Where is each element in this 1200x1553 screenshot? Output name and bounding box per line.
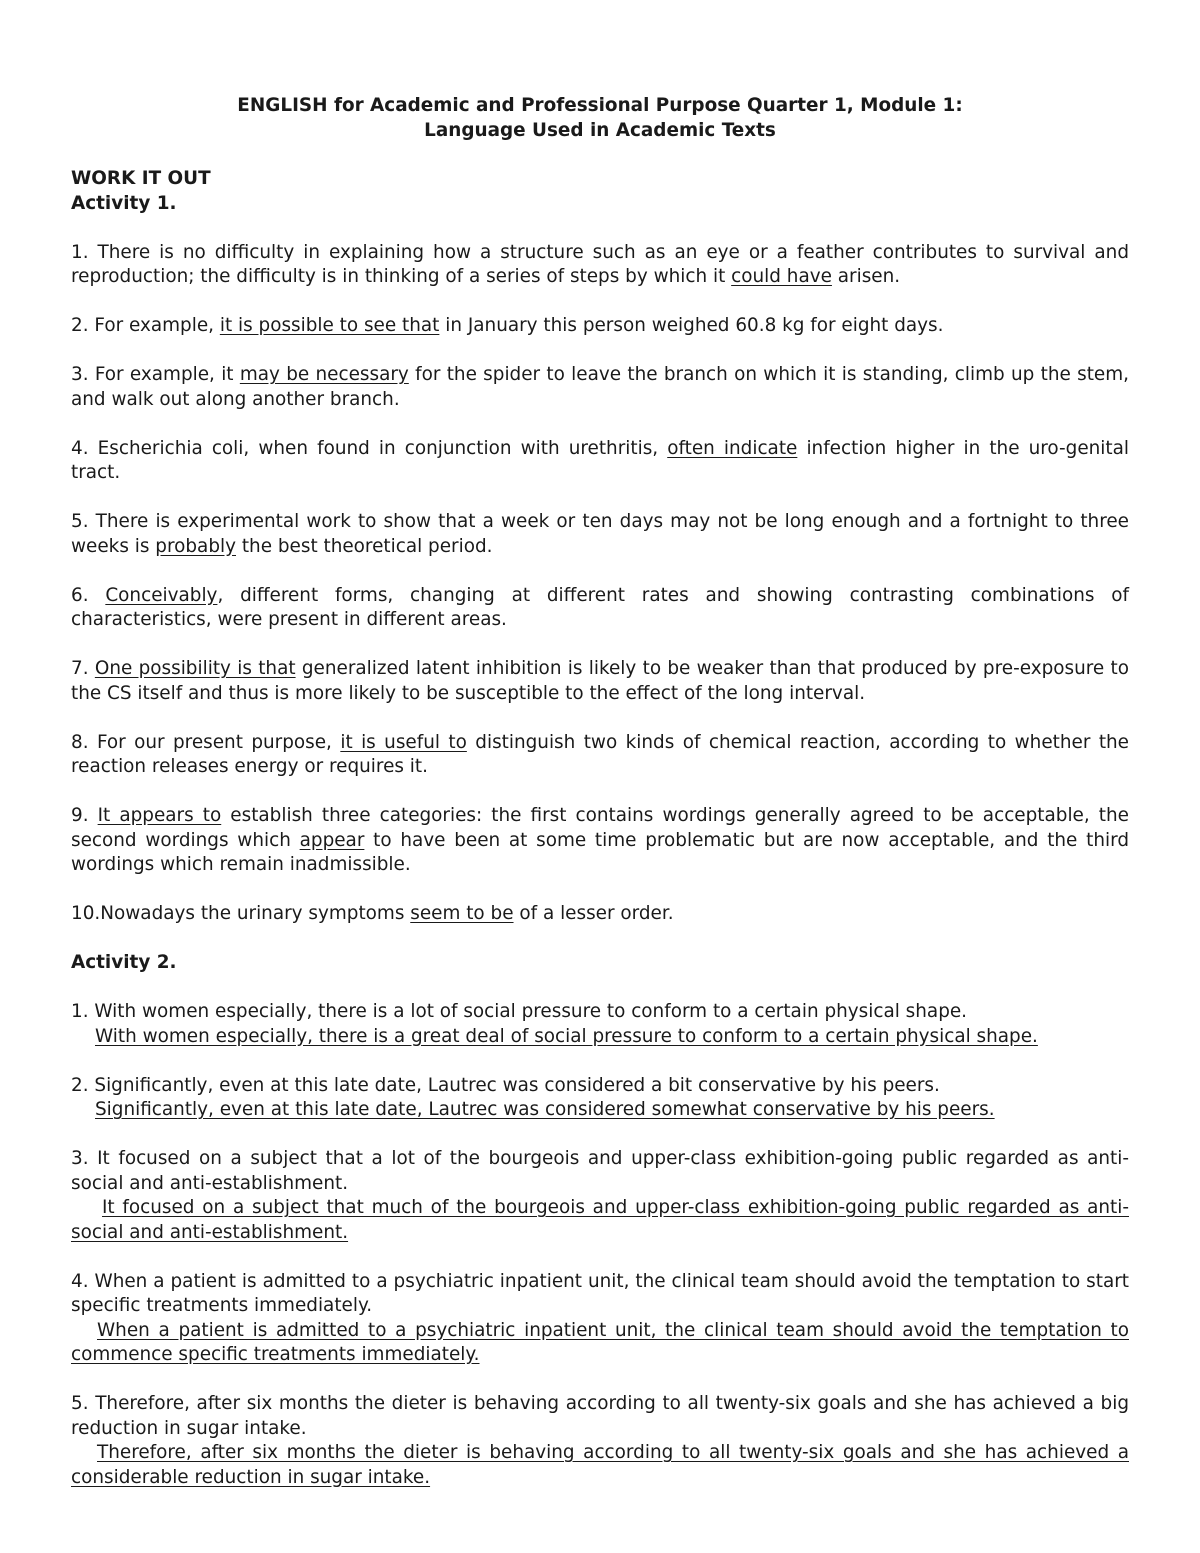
underlined-phrase: Conceivably [105, 584, 218, 606]
underlined-phrase: It appears to [97, 805, 222, 826]
revised-sentence: Therefore, after six months the dieter is behaving according to all twenty-six goals and she has achieved a considerable reduction in sugar intake. [71, 1442, 1129, 1488]
original-sentence: 1. With women especially, there is a lot of social pressure to conform to a certain physical shape. [71, 1001, 968, 1022]
activity-1-item-10: 10.Nowadays the urinary symptoms seem to be of a lesser order. [71, 903, 674, 924]
activity-1-item-9: 9. It appears to establish three categories: the first contains wordings generally agreed to be acceptable, the second wordings which appear to have been at some time problematic but are now acceptable, and the third wordings which remain inadmissible. [71, 805, 1130, 875]
activity-2-item-1 [71, 1000, 1129, 1049]
revised-sentence: Significantly, even at this late date, Lautrec was considered somewhat conservative by his peers. [95, 1099, 995, 1120]
revised-sentence: It focused on a subject that much of the bourgeois and upper-class exhibition-going public regarded as anti-social and anti-establishment. [71, 1197, 1129, 1243]
underlined-phrase: could have [731, 266, 832, 287]
underlined-phrase: One possibility is that [94, 658, 296, 679]
activity-1-heading: Activity 1. [71, 192, 177, 214]
underlined-phrase: it is possible to see that [219, 315, 440, 336]
activity-2-item-4 [71, 1270, 1129, 1368]
activity-1-item-8: 8. For our present purpose, it is useful to distinguish two kinds of chemical reaction, according to whether the reaction releases energy or requires it. [71, 731, 1129, 777]
original-sentence: 4. When a patient is admitted to a psychiatric inpatient unit, the clinical team should avoid the temptation to start specific treatments immediately. [71, 1270, 1129, 1316]
activity-1-item-5: 5. There is experimental work to show that a week or ten days may not be long enough and a fortnight to three weeks is probably the best theoretical period. [71, 511, 1129, 557]
activity-1-item-6: 6. Conceivably, different forms, changing at different rates and showing contrasting combinations of characteristics, were present in different areas. [71, 584, 1129, 630]
work-it-out-section [71, 167, 1129, 216]
activity-1-item-4: 4. Escherichia coli, when found in conjunction with urethritis, often indicate infection higher in the uro-genital tract. [71, 437, 1129, 483]
original-sentence: 5. Therefore, after six months the dieter is behaving according to all twenty-six goals and she has achieved a big reduction in sugar intake. [71, 1393, 1129, 1439]
underlined-phrase: seem to be [410, 903, 514, 924]
activity-2-item-3 [71, 1147, 1129, 1245]
underlined-phrase: probably [155, 535, 236, 557]
document-title [71, 94, 1129, 143]
activity-1-item-1: 1. There is no difficulty in explaining how a structure such as an eye or a feather contributes to survival and reproduction; the difficulty is in thinking of a series of steps by which it could have arisen. [71, 241, 1129, 287]
activity-1-item-3: 3. For example, it may be necessary for the spider to leave the branch on which it is standing, climb up the stem, and walk out along another branch. [71, 364, 1130, 410]
activity-2-item-5 [71, 1392, 1129, 1490]
section-heading: WORK IT OUT [71, 168, 211, 189]
activity-1-item-7: 7. One possibility is that generalized latent inhibition is likely to be weaker than that produced by pre-exposure to the CS itself and thus is more likely to be susceptible to the effect of the long interval. [71, 658, 1129, 704]
underlined-phrase: appear [299, 829, 365, 851]
activity-2-heading: Activity 2. [71, 952, 177, 973]
activity-1-list [71, 241, 1129, 927]
activity-1-item-2: 2. For example, it is possible to see that in January this person weighed 60.8 kg for eight days. [71, 315, 944, 336]
document-body [71, 94, 1129, 1490]
revised-sentence: When a patient is admitted to a psychiatric inpatient unit, the clinical team should avoid the temptation to commence specific treatments immediately. [71, 1319, 1129, 1365]
revised-sentence: With women especially, there is a great deal of social pressure to conform to a certain physical shape. [95, 1025, 1038, 1047]
activity-2-item-2 [71, 1074, 1129, 1123]
underlined-phrase: may be necessary [239, 364, 409, 385]
title-line-1: ENGLISH for Academic and Professional Purpose Quarter 1, Module 1: [237, 95, 963, 116]
underlined-phrase: it is useful to [340, 731, 467, 753]
underlined-phrase: often indicate [667, 437, 798, 459]
activity-2-list [71, 1000, 1129, 1490]
original-sentence: 3. It focused on a subject that a lot of the bourgeois and upper-class exhibition-going public regarded as anti-social and anti-establishment. [71, 1148, 1129, 1194]
title-line-2: Language Used in Academic Texts [424, 119, 776, 141]
original-sentence: 2. Significantly, even at this late date, Lautrec was considered a bit conservative by his peers. [71, 1074, 940, 1096]
